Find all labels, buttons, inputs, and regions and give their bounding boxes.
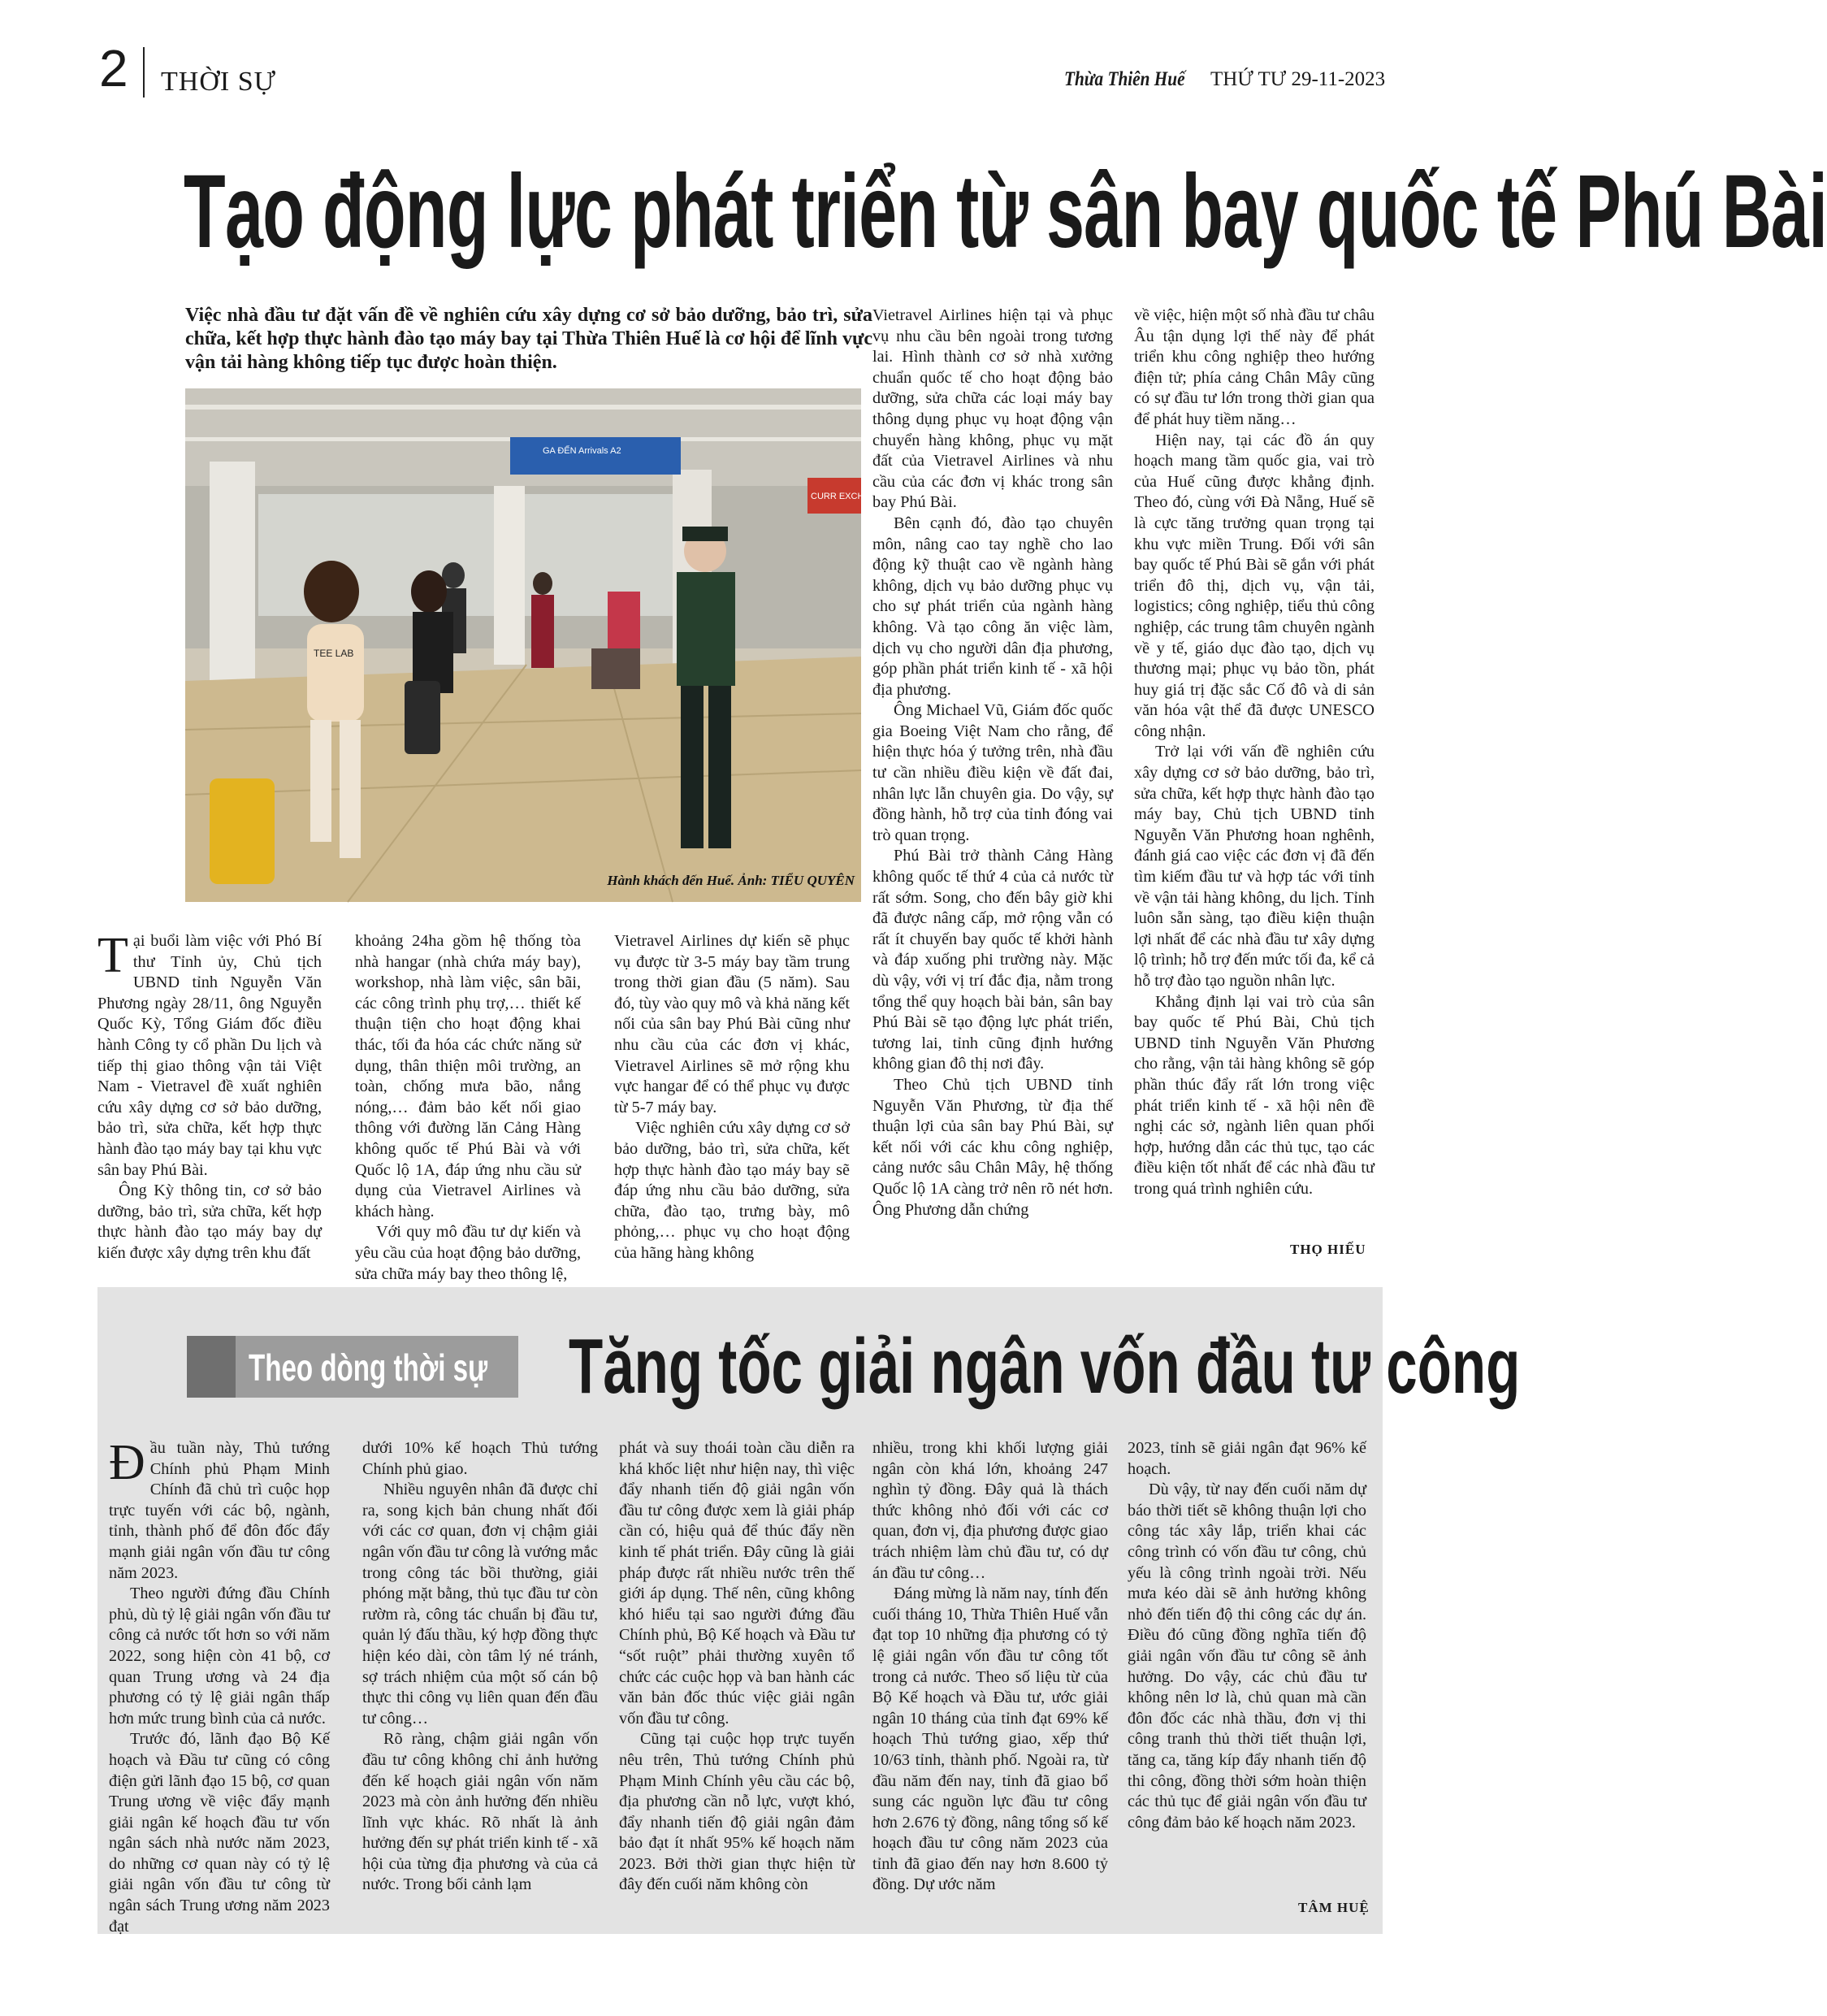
article2-author: TÂM HUỆ bbox=[1298, 1900, 1370, 1915]
article1-column-3: Vietravel Airlines dự kiến sẽ phục vụ được từ 3-5 máy bay tầm trung trong thời gian đầu (5 năm). Sau đó, tùy vào quy mô và khả năng kết nối của sân bay Phú Bài cũng như nhu cầu của các đơn vị khác, Vietravel Airlines sẽ mở rộng khu vực hangar để có thể phục vụ được từ 5-7 máy bay. Việc nghiên cứu xây dựng cơ sở bảo dưỡng, bảo trì, sửa chữa, kết hợp thực hành đào tạo máy bay sẽ đáp ứng nhu cầu bảo dưỡng, sửa chữa, đào tạo, trưng bày, mô phỏng,… phục vụ cho hoạt động của hãng hàng không bbox=[614, 932, 850, 1262]
article2-column-1: Đầu tuần này, Thủ tướng Chính phủ Phạm Minh Chính đã chủ trì cuộc họp trực tuyến với các bộ, ngành, tỉnh, thành phố để đôn đốc đẩy mạnh giải ngân vốn đầu tư công năm 2023. Theo người đứng đầu Chính phủ, dù tỷ lệ giải ngân vốn đầu tư công cả nước tốt hơn so với năm 2022, song hiện còn 41 bộ, cơ quan Trung ương và 24 địa phương có tỷ lệ giải ngân thấp hơn mức trung bình của cả nước. Trước đó, lãnh đạo Bộ Kế hoạch và Đầu tư cũng có công điện gửi lãnh đạo 15 bộ, cơ quan Trung ương về việc đẩy mạnh giải ngân kế hoạch đầu tư vốn ngân sách nhà nước năm 2023, do những cơ quan này có tỷ lệ giải ngân vốn đầu tư công từ ngân sách Trung ương năm 2023 đạt bbox=[109, 1435, 330, 1936]
opinion-headline: Tăng tốc giải ngân vốn đầu tư công bbox=[569, 1323, 1521, 1410]
column-kicker: Theo dòng thời sự bbox=[249, 1346, 488, 1389]
article1-column-1: Tại buổi làm việc với Phó Bí thư Tỉnh ủy, Chủ tịch UBND tỉnh Nguyễn Văn Phương ngày 28/11, ông Nguyễn Quốc Kỳ, Tổng Giám đốc điều hành Công ty cổ phần Du lịch và tiếp thị giao thông vận tải Việt Nam - Vietravel đề xuất nghiên cứu xây dựng cơ sở bảo dưỡng, bảo trì, sửa chữa, kết hợp thực hành đào tạo máy bay tại khu vực sân bay Phú Bài. Ông Kỳ thông tin, cơ sở bảo dưỡng, bảo trì, sửa chữa, kết hợp thực hành đào tạo máy bay dự kiến được xây dựng trên khu đất bbox=[97, 928, 322, 1262]
section-name: THỜI SỰ bbox=[161, 67, 276, 97]
article2-column-5: 2023, tỉnh sẽ giải ngân đạt 96% kế hoạch. Dù vậy, từ nay đến cuối năm dự báo thời tiết sẽ không thuận lợi cho công tác xây lắp, triển khai các công trình có vốn đầu tư công, chủ yếu là công trình ngoài trời. Nếu mưa kéo dài sẽ ảnh hưởng không nhỏ đến tiến độ thi công các dự án. Điều đó cũng đồng nghĩa tiến độ giải ngân vốn đầu tư công sẽ ảnh hưởng. Do vậy, các chủ đầu tư không nên lơ là, chủ quan mà cần đôn đốc các nhà thầu, đơn vị thi công tranh thủ thời tiết thuận lợi, tăng ca, tăng kíp đẩy nhanh tiến độ thi công, đồng thời sớm hoàn thiện các thủ tục để giải ngân vốn đầu tư công đảm bảo kế hoạch năm 2023. bbox=[1128, 1439, 1366, 1832]
article-photo bbox=[185, 388, 864, 902]
currency-exchange-sign: CURR EXCH bbox=[811, 492, 864, 501]
article1-column-4: Vietravel Airlines hiện tại và phục vụ nhu cầu bên ngoài trong tương lai. Hình thành cơ sở nhà xưởng chuẩn quốc tế cho hoạt động bảo dưỡng, sửa chữa các loại máy bay thông dụng phục vụ hoạt động vận chuyển hàng không, phục vụ mặt đất của Vietravel Airlines và nhu cầu của các đơn vị khác trong sân bay Phú Bài. Bên cạnh đó, đào tạo chuyên môn, nâng cao tay nghề cho lao động kỹ thuật cao về ngành hàng không, dịch vụ bảo dưỡng phục vụ cho sự phát triển của ngành hàng không. Và tạo công ăn việc làm, dịch vụ cho người dân địa phương, góp phần phát triển kinh tế - xã hội địa phương. Ông Michael Vũ, Giám đốc quốc gia Boeing Việt Nam cho rằng, để hiện thực hóa ý tưởng trên, nhà đầu tư cần nhiều điều kiện về đất đai, nhân lực lẫn chuyên gia. Do vậy, sự đồng hành, hỗ trợ của tỉnh đóng vai trò quan trọng. Phú Bài trở thành Cảng Hàng không quốc tế thứ 4 của cả nước từ rất sớm. Song, cho đến bây giờ khi đã được nâng cấp, mở rộng vẫn có rất ít chuyến bay quốc tế khởi hành và đáp xuống phi trường này. Mặc dù vậy, với vị trí đắc địa, nằm trong tổng thể quy hoạch bài bản, sân bay Phú Bài sẽ tạo động lực phát triển, tương lai, tỉnh cũng định hướng không gian đô thị nơi đây. Theo Chủ tịch UBND tỉnh Nguyễn Văn Phương, từ địa thế thuận lợi của sân bay Phú Bài, sự kết nối với các khu công nghiệp, cảng nước sâu Chân Mây, hệ thống Quốc lộ 1A càng trở nên rõ nét hơn. Ông Phương dẫn chứng bbox=[872, 306, 1113, 1219]
airport-arrivals-illustration bbox=[185, 388, 864, 902]
header-divider bbox=[143, 47, 145, 98]
issue-date: THỨ TƯ 29-11-2023 bbox=[1210, 68, 1386, 90]
article2-column-3: phát và suy thoái toàn cầu diễn ra khá khốc liệt như hiện nay, thì việc đẩy nhanh tiến độ giải ngân vốn đầu tư công được xem là giải pháp cần có, hiệu quả để thúc đẩy nền kinh tế phát triển. Đây cũng là giải pháp được rất nhiều nước trên thế giới áp dụng. Thế nên, cũng không khó hiểu tại sao người đứng đầu Chính phủ, Bộ Kế hoạch và Đầu tư “sốt ruột” phải thường xuyên tổ chức các cuộc họp và ban hành các văn bản đốc thúc việc giải ngân vốn đầu tư công. Cũng tại cuộc họp trực tuyến nêu trên, Thủ tướng Chính phủ Phạm Minh Chính yêu cầu các bộ, địa phương cần nỗ lực, vượt khó, đẩy nhanh tiến độ giải ngân đảm bảo đạt ít nhất 95% kế hoạch năm 2023. Bởi thời gian thực hiện từ đây đến cuối năm không còn bbox=[619, 1439, 855, 1894]
drop-cap: T bbox=[97, 928, 128, 983]
shirt-print: TEE LAB bbox=[314, 648, 354, 659]
article1-column-5: về việc, hiện một số nhà đầu tư châu Âu tận dụng lợi thế này để phát triển khu công nghiệp theo hướng điện tử; phía cảng Chân Mây cũng có sự đầu tư lớn trong thời gian qua để phát huy tiềm năng… Hiện nay, tại các đồ án quy hoạch mang tầm quốc gia, vai trò của Huế cũng được khẳng định. Theo đó, cùng với Đà Nẵng, Huế sẽ là cực tăng trưởng quan trọng tại khu vực miền Trung. Đối với sân bay quốc tế Phú Bài sẽ gắn với phát triển đô thị, dịch vụ, vận tải, logistics; công nghiệp, tiểu thủ công nghiệp, các trung tâm chuyên ngành về y tế, giáo dục đào tạo, dịch vụ thương mại; phục vụ bảo tồn, phát huy giá trị đặc sắc Cố đô và di sản văn hóa vật thể đã được UNESCO công nhận. Trở lại với vấn đề nghiên cứu xây dựng cơ sở bảo dưỡng, bảo trì, sửa chữa, kết hợp thực hành đào tạo máy bay, Chủ tịch UBND tỉnh Nguyễn Văn Phương hoan nghênh, đánh giá cao việc các đơn vị đã đến tìm kiếm đầu tư và hợp tác với tỉnh về vận tải hàng không, du lịch. Tỉnh luôn sẵn sàng, tạo điều kiện thuận lợi nhất để các nhà đầu tư xây dựng lộ trình; hỗ trợ đến mức tối đa, kể cả hỗ trợ đào tạo nguồn nhân lực. Khẳng định lại vai trò của sân bay quốc tế Phú Bài, Chủ tịch UBND tỉnh Nguyễn Văn Phương cho rằng, vận tải hàng không sẽ góp phần thúc đẩy rất lớn trong việc phát triển kinh tế - xã hội nên đề nghị các sở, ngành liên quan phối hợp, hướng dẫn các thủ tục, tạo các điều kiện tốt nhất để các nhà đầu tư trong quá trình nghiên cứu. bbox=[1134, 306, 1375, 1198]
article1-column-2: khoảng 24ha gồm hệ thống tòa nhà hangar (nhà chứa máy bay), workshop, nhà làm việc, sân bãi, các công trình phụ trợ,… thiết kế thuận tiện cho hoạt động khai thác, tối đa hóa các chức năng sử dụng, thân thiện môi trường, an toàn, chống mưa bão, nắng nóng,… đảm bảo kết nối giao thông với đường lăn Cảng Hàng không quốc tế Phú Bài và với Quốc lộ 1A, đáp ứng nhu cầu sử dụng của Vietravel Airlines và khách hàng. Với quy mô đầu tư dự kiến và yêu cầu của hoạt động bảo dưỡng, sửa chữa máy bay theo thông lệ, bbox=[355, 932, 581, 1283]
article-headline: Tạo động lực phát triển từ sân bay quốc tế Phú Bài bbox=[184, 154, 1827, 270]
page-number: 2 bbox=[99, 39, 128, 98]
sign-small-text: GA ĐẾN Arrivals A2 bbox=[543, 446, 621, 456]
article1-author: THỌ HIẾU bbox=[1290, 1242, 1366, 1257]
article-lede: Việc nhà đầu tư đặt vấn đề về nghiên cứu xây dựng cơ sở bảo dưỡng, bảo trì, sửa chữa, kết hợp thực hành đào tạo máy bay tại Thừa Thiên Huế là cơ hội để lĩnh vực vận tải hàng không tiếp tục được hoàn thiện. bbox=[185, 305, 872, 373]
article2-column-2: dưới 10% kế hoạch Thủ tướng Chính phủ giao. Nhiều nguyên nhân đã được chỉ ra, song kịch bản chung nhất đối với các cơ quan, đơn vị chậm giải ngân vốn đầu tư công là vướng mắc trong công tác bồi thường, giải phóng mặt bằng, thủ tục đầu tư còn rườm rà, công tác chuẩn bị đầu tư, quản lý đấu thầu, ký hợp đồng thực hiện kéo dài, còn tâm lý né tránh, sợ trách nhiệm của một số cán bộ thực thi công vụ liên quan đến đầu tư công… Rõ ràng, chậm giải ngân vốn đầu tư công không chỉ ảnh hưởng đến kế hoạch giải ngân vốn năm 2023 mà còn ảnh hưởng đến nhiều lĩnh vực khác. Rõ nhất là ảnh hưởng đến sự phát triển kinh tế - xã hội của từng địa phương và của cả nước. Trong bối cảnh lạm bbox=[362, 1439, 598, 1894]
drop-cap: Đ bbox=[109, 1435, 145, 1490]
newspaper-name: Thừa Thiên Huế bbox=[1064, 68, 1185, 90]
photo-caption: Hành khách đến Huế. Ảnh: TIỂU QUYÊN bbox=[607, 873, 855, 888]
article2-column-4: nhiều, trong khi khối lượng giải ngân còn khá lớn, khoảng 247 nghìn tỷ đồng. Đây quả là thách thức không nhỏ đối với các cơ quan, đơn vị, địa phương được giao trách nhiệm làm chủ đầu tư, có dự án đầu tư công… Đáng mừng là năm nay, tính đến cuối tháng 10, Thừa Thiên Huế vẫn đạt top 10 những địa phương có tỷ lệ giải ngân vốn đầu tư công tốt trong cả nước. Theo số liệu từ của Bộ Kế hoạch và Đầu tư, ước giải ngân 10 tháng của tỉnh đạt 69% kế hoạch Thủ tướng giao, xếp thứ 10/63 tỉnh, thành phố. Ngoài ra, từ đầu năm đến nay, tỉnh đã giao bổ sung các nguồn lực đầu tư công hơn 2.676 tỷ đồng, nâng tổng số kế hoạch đầu tư công năm 2023 của tỉnh đã giao đến nay hơn 8.600 tỷ đồng. Dự ước năm bbox=[872, 1439, 1108, 1894]
